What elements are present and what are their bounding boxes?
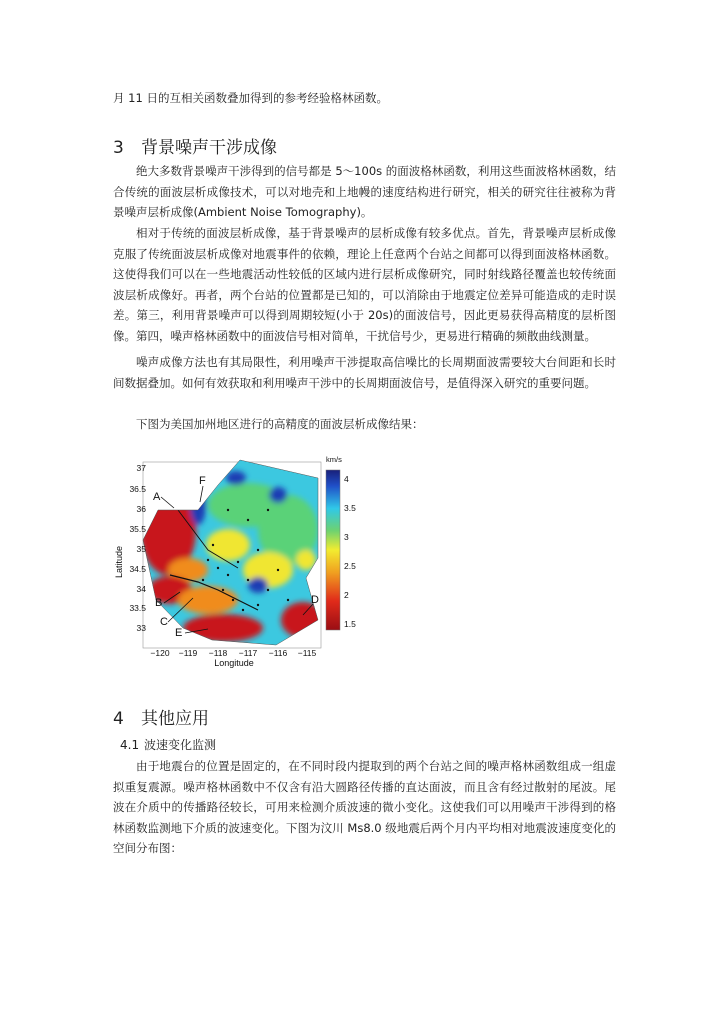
tomography-figure xyxy=(108,450,368,672)
colorbar-tick-label: 2.5 xyxy=(344,561,356,571)
colorbar-tick-label: 4 xyxy=(344,474,349,484)
region-label: C xyxy=(160,616,168,628)
y-tick-label: 33 xyxy=(136,623,146,633)
y-tick-label: 33.5 xyxy=(129,603,146,613)
x-tick-label: −115 xyxy=(297,648,317,658)
paragraph: 下图为美国加州地区进行的高精度的面波层析成像结果： xyxy=(136,417,424,431)
y-tick-label: 35.5 xyxy=(129,524,146,534)
y-tick-label: 36 xyxy=(136,504,146,514)
y-tick-label: 34.5 xyxy=(129,564,146,574)
x-tick-label: −118 xyxy=(208,648,228,658)
colorbar-tick-label: 2 xyxy=(344,590,349,600)
section-title: 背景噪声干涉成像 xyxy=(141,138,277,158)
region-label: F xyxy=(199,475,206,487)
region-label: E xyxy=(175,627,183,639)
continuation-line: 月 11 日的互相关函数叠加得到的参考经验格林函数。 xyxy=(113,91,388,105)
x-tick-label: −119 xyxy=(178,648,198,658)
x-axis xyxy=(150,648,316,658)
colorbar-tick-label: 3.5 xyxy=(344,503,356,513)
colorbar-unit: km/s xyxy=(326,455,342,464)
section-number: 4 xyxy=(113,709,124,729)
section-3-heading xyxy=(113,133,277,158)
region-label: D xyxy=(311,594,319,606)
paragraph: 相对于传统的面波层析成像，基于背景噪声的层析成像有较多优点。首先，背景噪声层析成像克服了传统面波层析成像对地震事件的依赖，理论上任意两个台站之间都可以得到面波格林函数。这使得我们可以在一些地震活动性较低的区域内进行层析成像研究，同时射线路径覆盖也较传统面波层析成像好。再者，两个台站的位置都是已知的，可以消除由于地震定位差异可能造成的走时误差。第三，利用背景噪声可以得到周期较短(小于 20s)的面波信号，因此更易获得高精度的层析图像。第四，噪声格林函数中的面波信号相对简单，干扰信号少，更易进行精确的频散曲线测量。 xyxy=(113,226,616,343)
region-label: A xyxy=(153,491,161,503)
subsection-number: 4.1 xyxy=(120,738,140,752)
subsection-title: 波速变化监测 xyxy=(144,738,217,752)
paragraph: 绝大多数背景噪声干涉得到的信号都是 5～100s 的面波格林函数，利用这些面波格林函数，结合传统的面波层析成像技术，可以对地壳和上地幔的速度结构进行研究，相关的研究往往被称为背景噪声层析成像(Ambient Noise Tomography)。 xyxy=(113,164,616,219)
y-tick-label: 36.5 xyxy=(129,484,146,494)
colorbar xyxy=(326,470,340,630)
colorbar-ticks xyxy=(344,474,356,629)
region-label: B xyxy=(155,597,163,609)
subsection-heading xyxy=(120,736,216,753)
section-number: 3 xyxy=(113,138,124,158)
colorbar-tick-label: 3 xyxy=(344,532,349,542)
paragraph: 噪声成像方法也有其局限性，利用噪声干涉提取高信噪比的长周期面波需要较大台间距和长时间数据叠加。如何有效获取和利用噪声干涉中的长周期面波信号，是值得深入研究的重要问题。 xyxy=(113,355,616,390)
y-tick-label: 34 xyxy=(136,584,146,594)
section-4-heading xyxy=(113,704,209,729)
x-axis-label: Longitude xyxy=(214,658,254,668)
section-title: 其他应用 xyxy=(141,709,209,729)
x-tick-label: −116 xyxy=(268,648,288,658)
x-tick-label: −120 xyxy=(150,648,170,658)
y-axis-label: Latitude xyxy=(114,545,124,579)
y-tick-label: 35 xyxy=(136,544,146,554)
colorbar-tick-label: 1.5 xyxy=(344,619,356,629)
y-tick-label: 37 xyxy=(136,463,146,473)
x-tick-label: −117 xyxy=(238,648,258,658)
paragraph: 由于地震台的位置是固定的，在不同时段内提取到的两个台站之间的噪声格林函数组成一组虚拟重复震源。噪声格林函数中不仅含有沿大圆路径传播的直达面波，而且含有经过散射的尾波。尾波在介质中的传播路径较长，可用来检测介质波速的微小变化。这使我们可以用噪声干涉得到的格林函数监测地下介质的波速变化。下图为汶川 Ms8.0 级地震后两个月内平均相对地震波速度变化的空间分布图： xyxy=(113,759,616,855)
y-axis xyxy=(129,463,146,633)
